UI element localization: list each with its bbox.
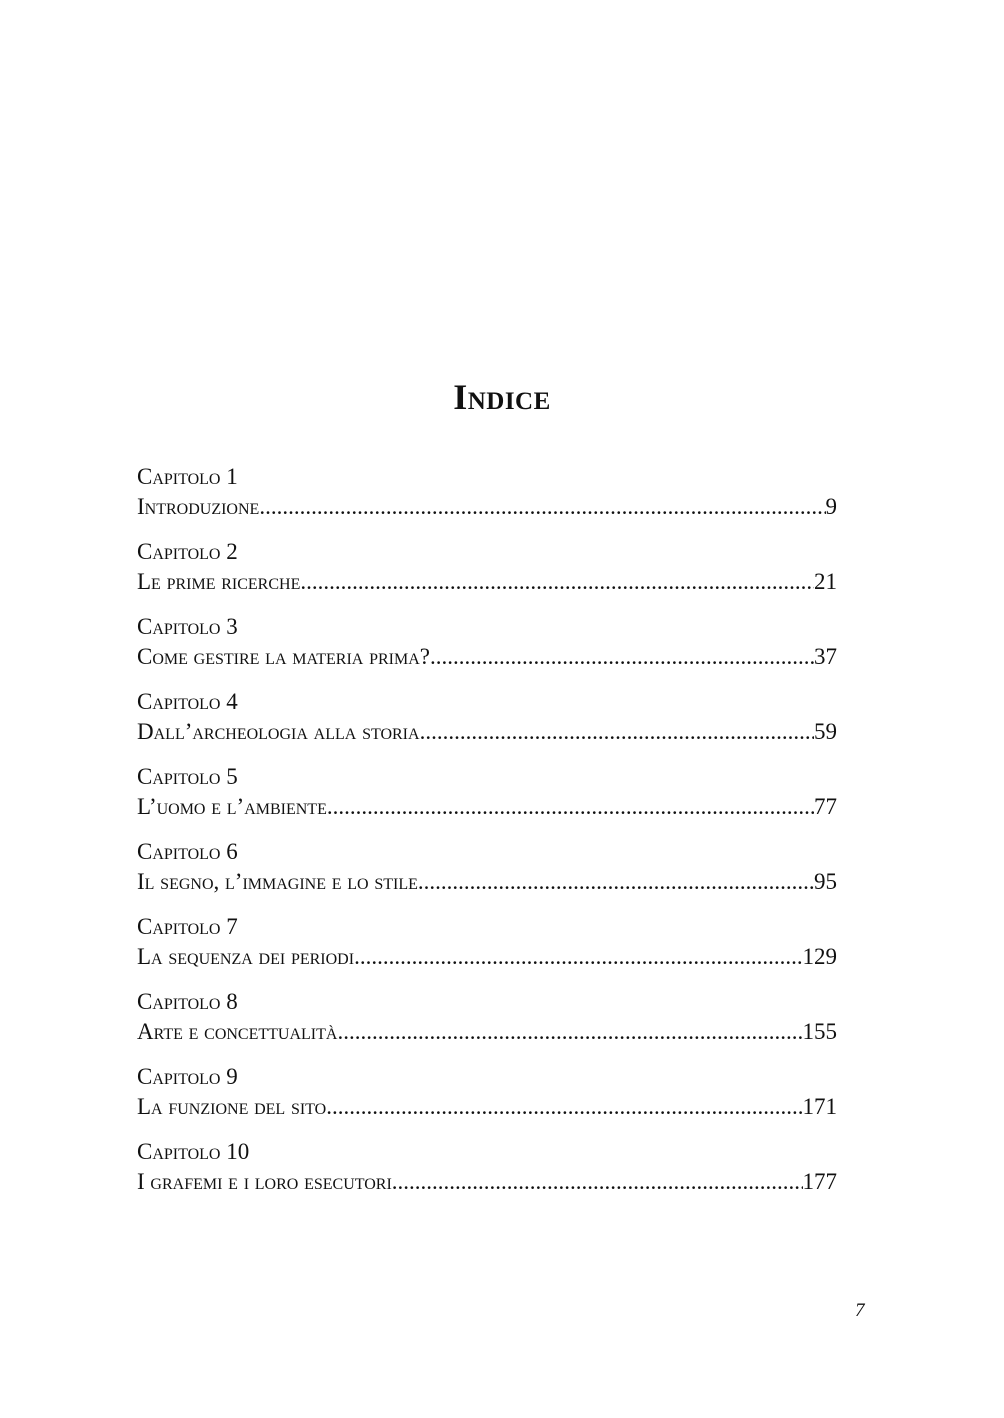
folio-page-number: 7: [855, 1300, 865, 1321]
page-number: 129: [802, 944, 837, 969]
chapter-number: Capitolo 7: [137, 914, 238, 939]
page-number: 59: [814, 719, 837, 744]
dot-leader: [300, 567, 814, 597]
dot-leader: [418, 867, 814, 897]
toc-row[interactable]: [137, 492, 837, 522]
chapter-title: Arte e concettualità: [137, 1019, 338, 1044]
chapter-title: Le prime ricerche: [137, 569, 301, 594]
page-number: 177: [802, 1169, 837, 1194]
chapter-number: Capitolo 2: [137, 539, 238, 564]
chapter-number: Capitolo 5: [137, 764, 238, 789]
chapter-title: La funzione del sito: [137, 1094, 327, 1119]
chapter-title: Come gestire la materia prima?: [137, 644, 430, 669]
dot-leader: [420, 717, 814, 747]
toc-entry: [137, 687, 837, 762]
chapter-title: Il segno, l’immagine e lo stile: [137, 869, 418, 894]
toc-entry: [137, 537, 837, 612]
toc-entry: [137, 1137, 837, 1212]
page-number: 171: [802, 1094, 837, 1119]
page-number: 9: [825, 494, 837, 519]
toc-row[interactable]: [137, 867, 837, 897]
toc-entry: [137, 1062, 837, 1137]
chapter-number: Capitolo 4: [137, 689, 238, 714]
table-of-contents: [137, 462, 837, 1212]
chapter-number: Capitolo 10: [137, 1139, 250, 1164]
page-number: 95: [814, 869, 837, 894]
page-number: 155: [802, 1019, 837, 1044]
page-number: 37: [814, 644, 837, 669]
chapter-number: Capitolo 6: [137, 839, 238, 864]
toc-entry: [137, 912, 837, 987]
toc-entry: [137, 462, 837, 537]
chapter-number: Capitolo 9: [137, 1064, 238, 1089]
chapter-title: La sequenza dei periodi: [137, 944, 355, 969]
toc-row[interactable]: [137, 642, 837, 672]
toc-entry: [137, 987, 837, 1062]
dot-leader: [326, 1092, 802, 1122]
toc-row[interactable]: [137, 567, 837, 597]
toc-row[interactable]: [137, 1092, 837, 1122]
toc-entry: [137, 762, 837, 837]
toc-entry: [137, 612, 837, 687]
toc-row[interactable]: [137, 717, 837, 747]
toc-row[interactable]: [137, 1167, 837, 1197]
chapter-title: I grafemi e i loro esecutori: [137, 1169, 392, 1194]
chapter-title: Dall’archeologia alla storia: [137, 719, 420, 744]
chapter-title: Introduzione: [137, 494, 260, 519]
toc-row[interactable]: [137, 1017, 837, 1047]
chapter-number: Capitolo 1: [137, 464, 238, 489]
dot-leader: [392, 1167, 803, 1197]
chapter-number: Capitolo 8: [137, 989, 238, 1014]
chapter-number: Capitolo 3: [137, 614, 238, 639]
toc-row[interactable]: [137, 942, 837, 972]
toc-row[interactable]: [137, 792, 837, 822]
dot-leader: [327, 792, 814, 822]
toc-entry: [137, 837, 837, 912]
dot-leader: [354, 942, 802, 972]
page-title: Indice: [453, 377, 551, 417]
dot-leader: [430, 642, 814, 672]
dot-leader: [259, 492, 825, 522]
page-number: 77: [814, 794, 837, 819]
page-number: 21: [814, 569, 837, 594]
dot-leader: [337, 1017, 802, 1047]
chapter-title: L’uomo e l’ambiente: [137, 794, 327, 819]
